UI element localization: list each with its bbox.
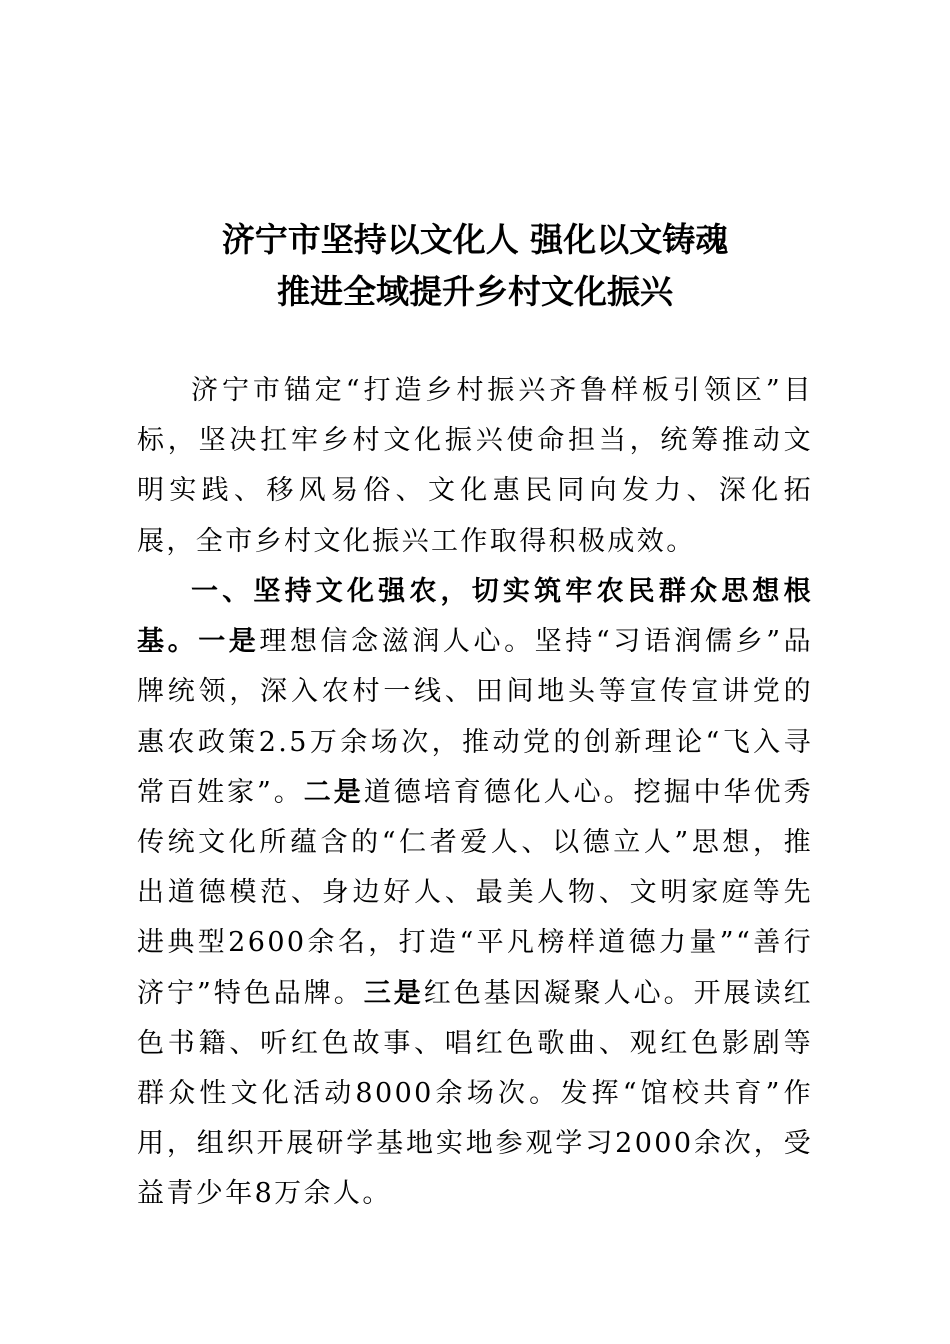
item-three-label: 三是	[363, 977, 424, 1009]
section-one-paragraph	[137, 567, 813, 1220]
item-one-label: 一是	[198, 626, 260, 658]
item-two-text: 道德培育德化人心。挖掘中华优秀传统文化所蕴含的“仁者爱人、以德立人”思想，推出道德模范、身边好人、最美人物、文明家庭等先进典型2600余名，打造“平凡榜样道德力量”“善行济宁”特色品牌。	[137, 776, 813, 1009]
document-title-line-1: 济宁市坚持以文化人 强化以文铸魂	[221, 220, 729, 259]
intro-paragraph: 济宁市锚定“打造乡村振兴齐鲁样板引领区”目标，坚决扛牢乡村文化振兴使命担当，统筹推动文明实践、移风易俗、文化惠民同向发力、深化拓展，全市乡村文化振兴工作取得积极成效。	[137, 375, 813, 557]
document-title-line-2: 推进全域提升乡村文化振兴	[277, 272, 673, 311]
section-one-heading: 一、坚持文化强农，切实筑牢农民群众思想根基。	[137, 576, 813, 658]
item-two-label: 二是	[303, 776, 364, 808]
item-three-text: 红色基因凝聚人心。开展读红色书籍、听红色故事、唱红色歌曲、观红色影剧等群众性文化活动8000余场次。发挥“馆校共育”作用，组织开展研学基地实地参观学习2000余次，受益青少年8万余人。	[137, 977, 813, 1210]
item-one-text: 理想信念滋润人心。坚持“习语润儒乡”品牌统领，深入农村一线、田间地头等宣传宣讲党的惠农政策2.5万余场次，推动党的创新理论“飞入寻常百姓家”。	[137, 626, 813, 808]
